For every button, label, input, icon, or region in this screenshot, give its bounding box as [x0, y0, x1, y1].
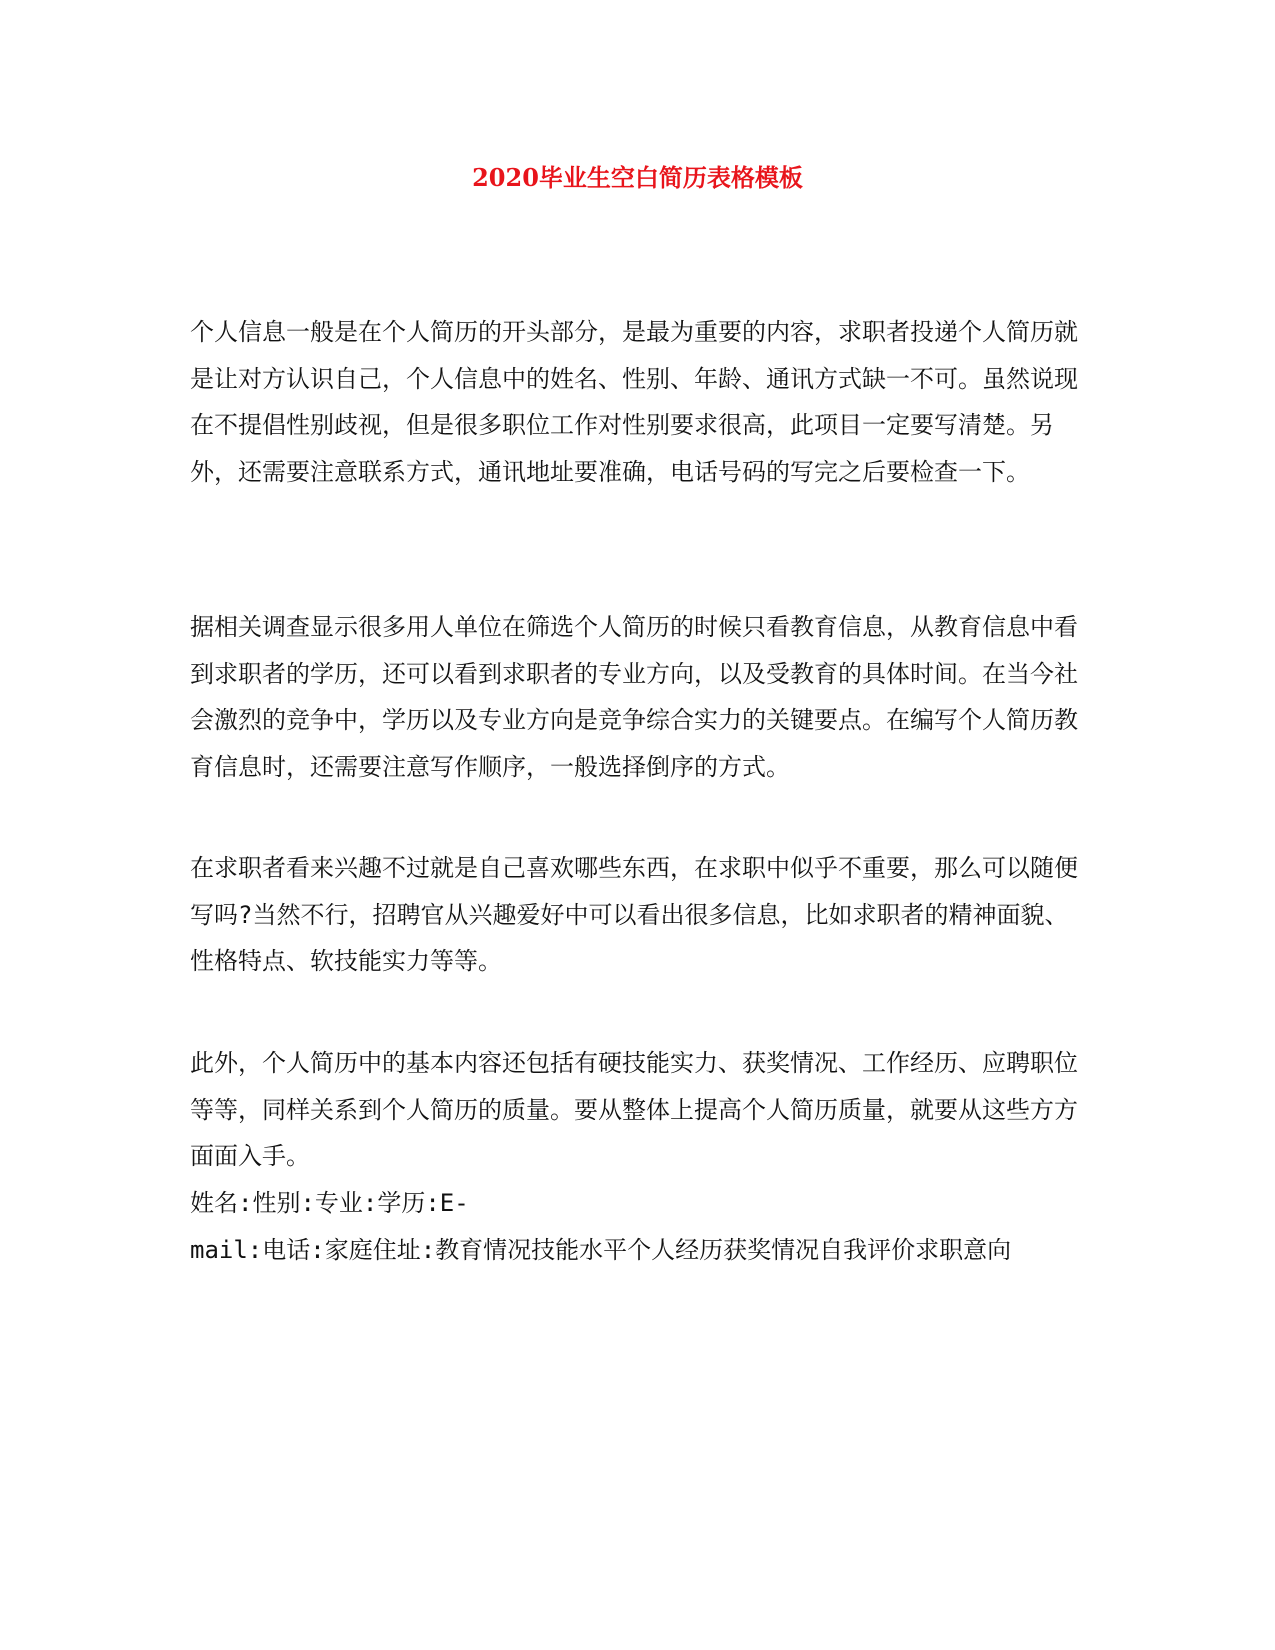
- paragraph-education-info: 据相关调查显示很多用人单位在筛选个人简历的时候只看教育信息，从教育信息中看到求职者的学历，还可以看到求职者的专业方向，以及受教育的具体时间。在当今社会激烈的竞争中，学历以及专业方向是竞争综合实力的关键要点。在编写个人简历教育信息时，还需要注意写作顺序，一般选择倒序的方式。: [190, 613, 1078, 781]
- paragraph-personal-info: 个人信息一般是在个人简历的开头部分，是最为重要的内容，求职者投递个人简历就是让对方认识自己，个人信息中的姓名、性别、年龄、通讯方式缺一不可。虽然说现在不提倡性别歧视，但是很多职位工作对性别要求很高，此项目一定要写清楚。另外，还需要注意联系方式，通讯地址要准确，电话号码的写完之后要检查一下。: [190, 318, 1078, 486]
- paragraph-other-content: 此外，个人简历中的基本内容还包括有硬技能实力、获奖情况、工作经历、应聘职位等等，同样关系到个人简历的质量。要从整体上提高个人简历质量，就要从这些方方面面入手。: [190, 1049, 1078, 1170]
- paragraph-interests: 在求职者看来兴趣不过就是自己喜欢哪些东西，在求职中似乎不重要，那么可以随便写吗?当然不行，招聘官从兴趣爱好中可以看出很多信息，比如求职者的精神面貌、性格特点、软技能实力等等。: [190, 854, 1078, 975]
- resume-fields-line-1: 姓名:性别:专业:学历:E-: [190, 1189, 469, 1217]
- resume-fields: [190, 1180, 1085, 1273]
- resume-fields-line-2: mail:电话:家庭住址:教育情况技能水平个人经历获奖情况自我评价求职意向: [190, 1235, 1012, 1264]
- document-title: 2020毕业生空白简历表格模板: [472, 163, 803, 192]
